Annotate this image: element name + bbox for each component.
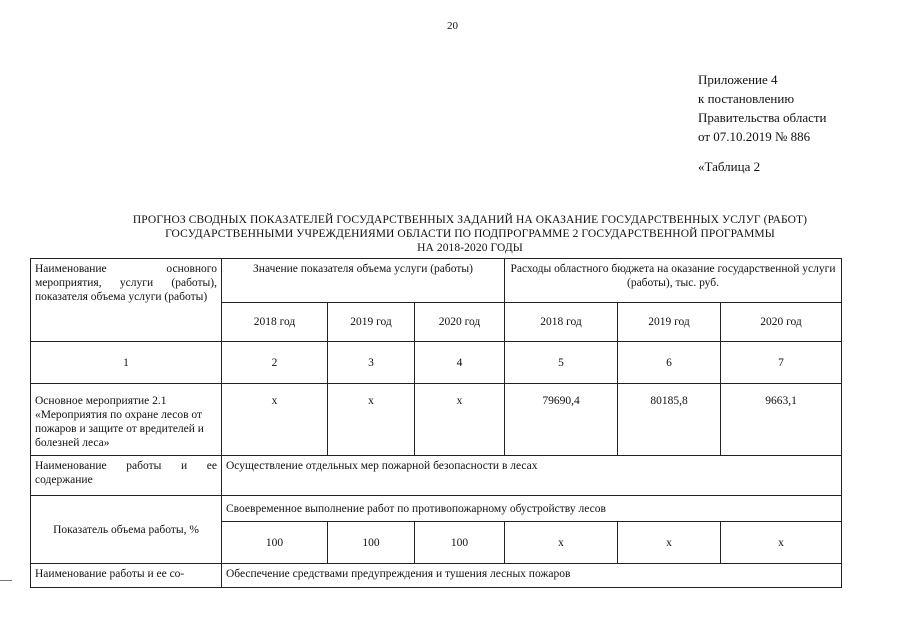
cell-value: х xyxy=(721,522,842,564)
appendix-header xyxy=(698,70,827,146)
column-number: 1 xyxy=(31,342,222,384)
indicator-label: Показатель объема работы, % xyxy=(31,496,222,564)
title-line: ПРОГНОЗ СВОДНЫХ ПОКАЗАТЕЛЕЙ ГОСУДАРСТВЕННЫХ ЗАДАНИЙ НА ОКАЗАНИЕ ГОСУДАРСТВЕННЫХ УСЛУГ (РАБОТ) xyxy=(132,214,808,226)
column-number: 3 xyxy=(328,342,415,384)
header-expense-group: Расходы областного бюджета на оказание государственной услуги (работы), тыс. руб. xyxy=(505,259,842,303)
cell-value: х xyxy=(222,384,328,456)
cell-value: 100 xyxy=(328,522,415,564)
header-year: 2019 год xyxy=(328,303,415,342)
appendix-line: от 07.10.2019 № 886 xyxy=(698,129,811,144)
header-year: 2020 год xyxy=(415,303,505,342)
title-line: НА 2018-2020 ГОДЫ xyxy=(417,242,523,254)
scan-edge-mark xyxy=(0,580,12,581)
header-year: 2020 год xyxy=(721,303,842,342)
header-year: 2019 год xyxy=(618,303,721,342)
header-name-column: Наименование основного мероприятия, услуги (работы), показателя объема услуги (работы) xyxy=(31,259,222,342)
work-label: Наименование работы и ее со- xyxy=(31,564,222,588)
table-row xyxy=(31,456,842,496)
document-title xyxy=(60,213,880,255)
title-line: ГОСУДАРСТВЕННЫМИ УЧРЕЖДЕНИЯМИ ОБЛАСТИ ПО ПОДПРОГРАММЕ 2 ГОСУДАРСТВЕННОЙ ПРОГРАММЫ xyxy=(165,228,775,240)
cell-value: 100 xyxy=(222,522,328,564)
header-year: 2018 год xyxy=(222,303,328,342)
cell-value: 100 xyxy=(415,522,505,564)
column-number: 7 xyxy=(721,342,842,384)
appendix-line: к постановлению xyxy=(698,91,795,106)
cell-value: 80185,8 xyxy=(618,384,721,456)
column-number: 4 xyxy=(415,342,505,384)
cell-value: х xyxy=(505,522,618,564)
indicator-description: Своевременное выполнение работ по противопожарному обустройству лесов xyxy=(222,496,842,522)
appendix-line: Правительства области xyxy=(698,110,827,125)
table-row xyxy=(31,384,842,456)
cell-value: х xyxy=(618,522,721,564)
header-volume-group: Значение показателя объема услуги (работы) xyxy=(222,259,505,303)
cell-value: х xyxy=(415,384,505,456)
table-row xyxy=(31,496,842,522)
cell-value: 9663,1 xyxy=(721,384,842,456)
column-number: 2 xyxy=(222,342,328,384)
appendix-line: Приложение 4 xyxy=(698,72,778,87)
work-label: Наименование работы и ее содержание xyxy=(31,456,222,496)
column-number: 6 xyxy=(618,342,721,384)
header-year: 2018 год xyxy=(505,303,618,342)
cell-value: х xyxy=(328,384,415,456)
table-row xyxy=(31,564,842,588)
page-number: 20 xyxy=(447,20,458,32)
table-label: «Таблица 2 xyxy=(698,159,761,174)
forecast-table xyxy=(30,258,842,588)
main-event-name: Основное мероприятие 2.1 «Мероприятия по охране лесов от пожаров и защите от вредителей и болезней леса» xyxy=(31,384,222,456)
cell-value: 79690,4 xyxy=(505,384,618,456)
column-number: 5 xyxy=(505,342,618,384)
work-content: Осуществление отдельных мер пожарной безопасности в лесах xyxy=(222,456,842,496)
work-content: Обеспечение средствами предупреждения и тушения лесных пожаров xyxy=(222,564,842,588)
